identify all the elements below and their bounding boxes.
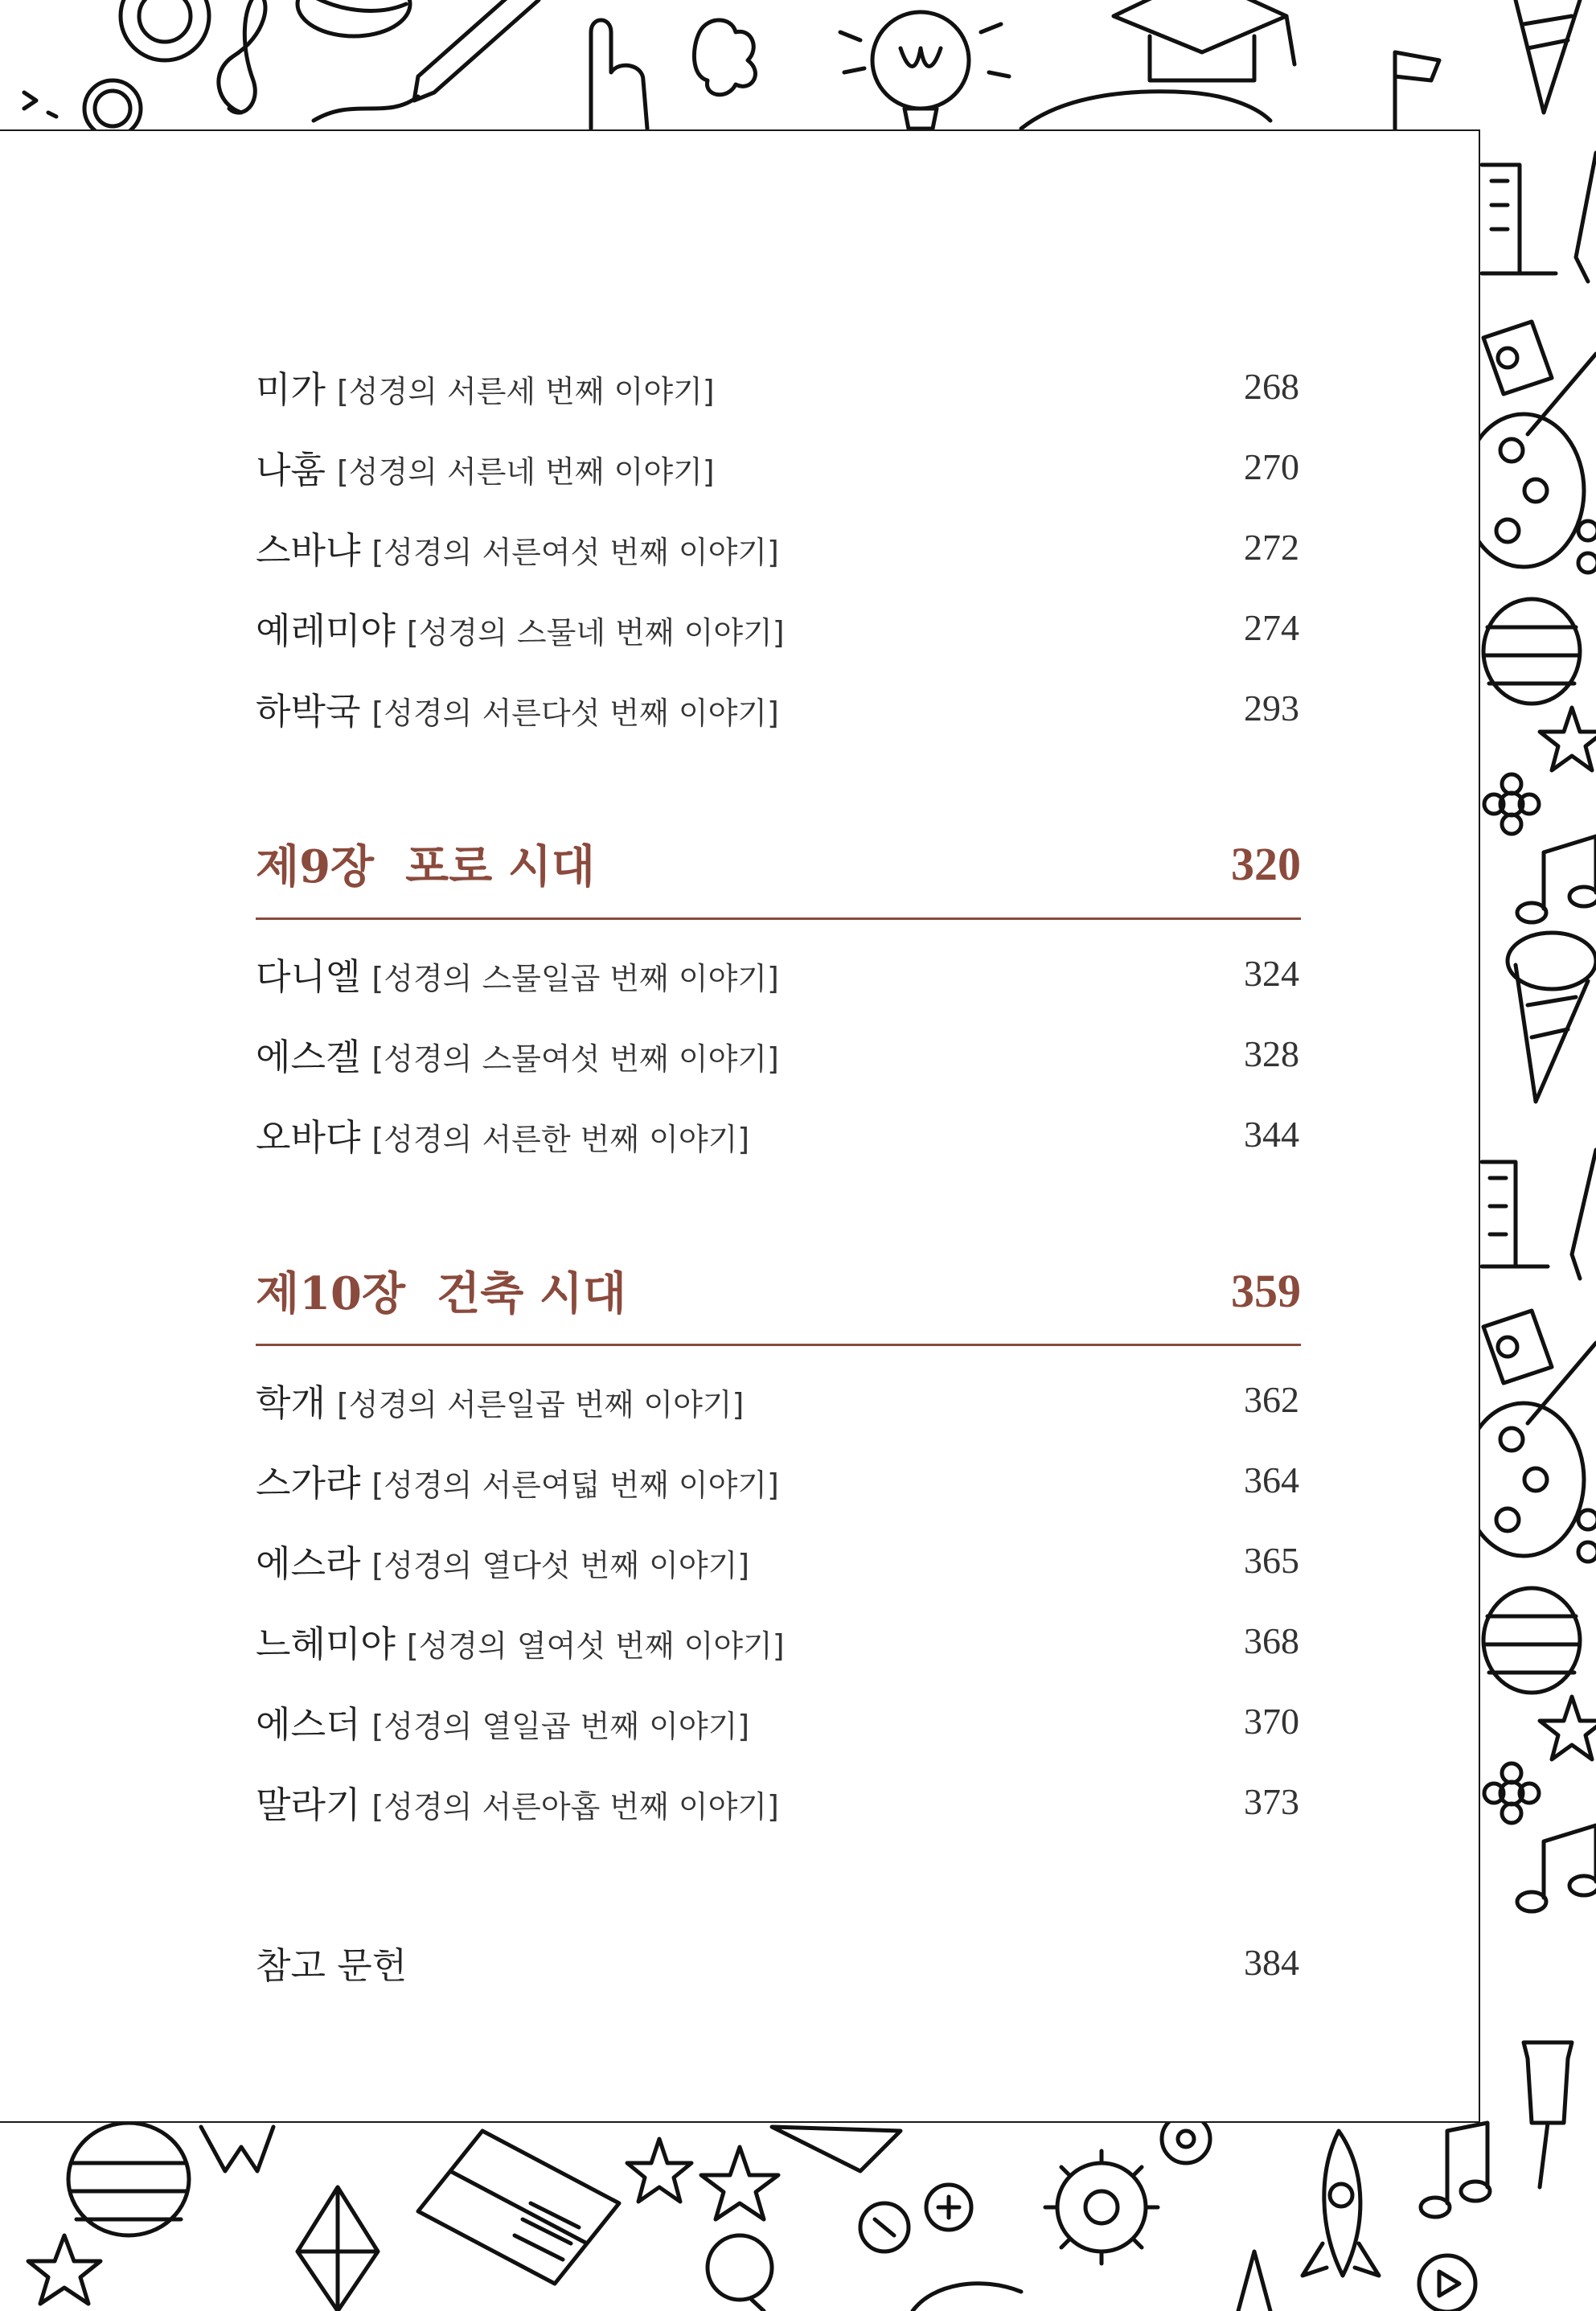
toc-entry: [256, 519, 1301, 575]
toc-entry: [256, 1106, 1301, 1162]
entry-name: 하박국: [256, 689, 361, 733]
entry-description: [성경의 서른다섯 번째 이야기]: [371, 695, 779, 731]
pencil-icon: [1238, 2251, 1270, 2311]
pencil-icon: [1572, 1150, 1596, 1279]
coin-icon: [84, 80, 141, 137]
pencil-icon: [314, 0, 539, 121]
page-number: 272: [1244, 526, 1299, 568]
pointing-hand-icon: [591, 20, 647, 129]
music-note-icon: [1517, 836, 1596, 922]
toc-entry: [256, 1773, 1301, 1829]
entry-description: [성경의 서른세 번째 이야기]: [336, 373, 715, 409]
chapter-page-number: 320: [1231, 837, 1301, 890]
page-number: 384: [1244, 1941, 1299, 1983]
page-number: 328: [1244, 1032, 1299, 1074]
entry-name: 미가: [256, 367, 326, 411]
puzzle-icon: [694, 20, 755, 95]
kite-icon: [297, 2187, 378, 2311]
play-icon: [1419, 2256, 1475, 2311]
chapter-page-number: 359: [1231, 1264, 1301, 1317]
building-icon: [1482, 165, 1556, 273]
entry-name: 나훔: [256, 448, 326, 491]
entry-name: 느헤미야: [256, 1622, 396, 1665]
flag-icon: [1395, 52, 1439, 133]
entry-description: [성경의 서른네 번째 이야기]: [336, 454, 715, 490]
circle-dot-icon: [1578, 521, 1596, 573]
toc-entry-references: [256, 1934, 1301, 1990]
chapter-heading: [256, 1254, 1301, 1327]
star-icon: [24, 92, 56, 117]
chapter-title: 제10장 건축 시대: [256, 1267, 626, 1320]
toc-entry: [256, 1612, 1301, 1669]
entry-description: [성경의 열여섯 번째 이야기]: [406, 1628, 785, 1664]
coin-icon: [860, 2185, 971, 2251]
toc-entry: [256, 1693, 1301, 1749]
entry-name: 스가랴: [256, 1461, 361, 1504]
push-pin-icon: [1524, 2042, 1572, 2187]
page-number: 370: [1244, 1700, 1299, 1742]
treble-clef-icon: [219, 0, 265, 113]
toc-entry: [256, 358, 1301, 414]
toc-entry: [256, 599, 1301, 655]
ice-cream-icon: [1516, 0, 1580, 113]
building-icon: [1482, 1162, 1548, 1266]
toc-entry: [256, 1025, 1301, 1082]
toc-page: [0, 129, 1480, 2123]
planet-icon: [1483, 1588, 1580, 1693]
planet-icon: [297, 0, 410, 36]
entry-description: [성경의 서른한 번째 이야기]: [371, 1121, 750, 1157]
flower-icon: [1484, 774, 1539, 834]
entry-description: [성경의 서른일곱 번째 이야기]: [336, 1386, 745, 1422]
page-number: 293: [1244, 687, 1299, 729]
entry-name: 에스라: [256, 1541, 361, 1585]
entry-name: 스바냐: [256, 528, 361, 572]
rocket-icon: [1303, 2131, 1379, 2276]
music-note-icon: [1421, 2123, 1490, 2217]
toc-entry: [256, 1451, 1301, 1508]
entry-description: [성경의 스물여섯 번째 이야기]: [371, 1041, 779, 1077]
entry-name: 에스겔: [256, 1035, 361, 1078]
star-icon: [28, 2235, 101, 2304]
toc-entry: [256, 945, 1301, 1001]
entry-description: [성경의 스물일곱 번째 이야기]: [371, 960, 779, 996]
entry-name: 에스더: [256, 1702, 361, 1746]
chapter-divider: [256, 917, 1301, 920]
toc-entry: [256, 438, 1301, 495]
star-icon: [1540, 708, 1596, 770]
page-number: 365: [1244, 1539, 1299, 1581]
circle-dot-icon: [1578, 1510, 1596, 1562]
pencil-icon: [1576, 153, 1596, 281]
toc-entry: [256, 1371, 1301, 1427]
entry-description: [성경의 서른여덟 번째 이야기]: [371, 1467, 779, 1503]
entry-description: [성경의 열다섯 번째 이야기]: [371, 1547, 750, 1583]
star-icon: [627, 2139, 778, 2219]
book-icon: [418, 2131, 619, 2284]
planet-icon: [68, 2123, 189, 2235]
star-icon: [1540, 1697, 1596, 1759]
ribbon-icon: [201, 2127, 273, 2171]
flower-icon: [1484, 1763, 1539, 1823]
music-note-icon: [1517, 1825, 1596, 1911]
entry-name: 오바댜: [256, 1115, 361, 1159]
page-number: 362: [1244, 1378, 1299, 1420]
toc-entry: [256, 679, 1301, 736]
planet-icon: [1483, 599, 1580, 704]
entry-description: [성경의 열일곱 번째 이야기]: [371, 1708, 750, 1744]
hand-icon: [913, 2284, 1021, 2311]
target-icon: [121, 0, 209, 60]
entry-name: 말라기: [256, 1783, 361, 1826]
sign-icon: [1483, 1311, 1552, 1383]
chapter-title: 제9장 포로 시대: [256, 840, 596, 893]
page-number: 274: [1244, 606, 1299, 648]
chapter-divider: [256, 1344, 1301, 1346]
entry-description: [성경의 서른아홉 번째 이야기]: [371, 1788, 779, 1825]
entry-name: 참고 문헌: [256, 1944, 408, 1987]
paper-plane-icon: [772, 2127, 901, 2171]
entry-name: 다니엘: [256, 954, 361, 998]
hand-icon: [1021, 92, 1270, 129]
magnifier-icon: [708, 2235, 772, 2311]
entry-name: 예레미야: [256, 609, 396, 652]
toc-entry: [256, 1532, 1301, 1588]
entry-description: [성경의 서른여섯 번째 이야기]: [371, 534, 779, 570]
chapter-heading: [256, 827, 1301, 900]
page-number: 364: [1244, 1459, 1299, 1500]
page-number: 324: [1244, 952, 1299, 994]
entry-name: 학개: [256, 1381, 326, 1424]
sign-icon: [1483, 322, 1552, 394]
entry-description: [성경의 스물네 번째 이야기]: [406, 614, 785, 651]
page-number: 373: [1244, 1780, 1299, 1822]
graduation-cap-icon: [1114, 0, 1294, 80]
page-number: 270: [1244, 445, 1299, 487]
lightbulb-icon: [840, 12, 1009, 129]
page-number: 268: [1244, 365, 1299, 407]
gear-icon: [1045, 2151, 1158, 2264]
page-number: 368: [1244, 1619, 1299, 1661]
page-number: 344: [1244, 1113, 1299, 1155]
ice-cream-icon: [1508, 933, 1596, 1102]
